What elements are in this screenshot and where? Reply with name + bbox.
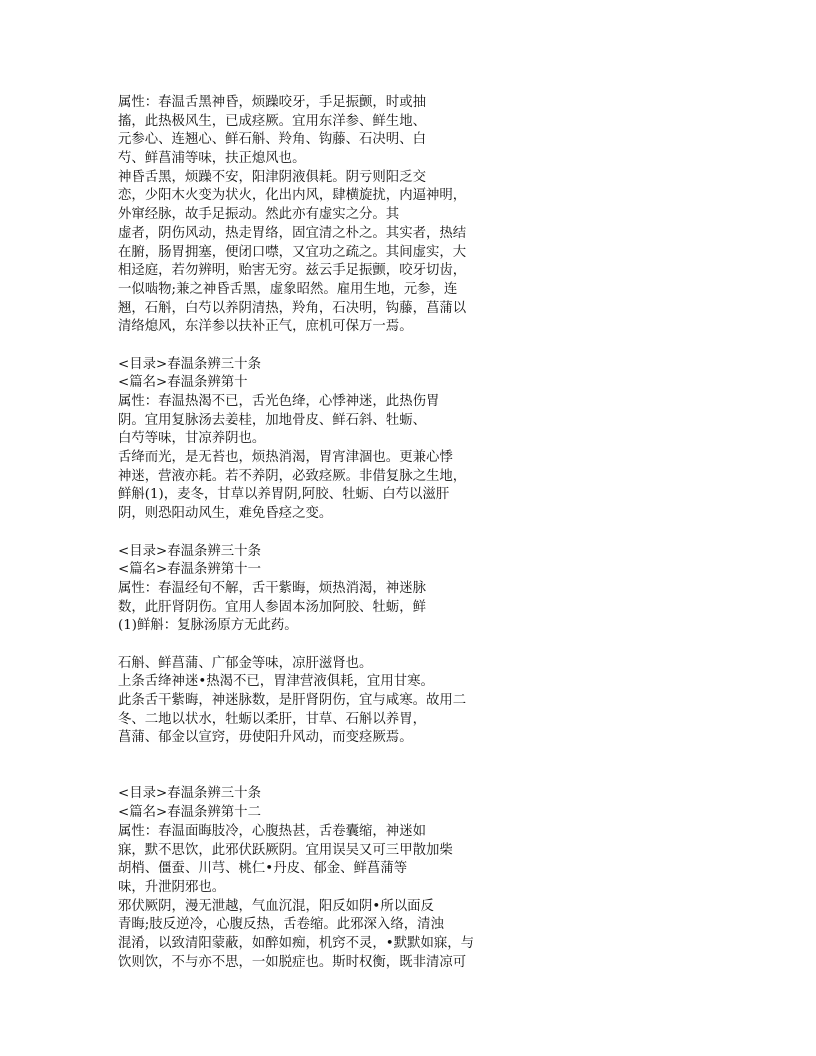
footnote: (1)鲜斛：复脉汤原方无此药。	[118, 618, 298, 634]
text-line: 邪伏厥阴，漫无泄越，气血沉混，阳反如阴•所以面反	[118, 898, 434, 914]
spacer	[118, 337, 498, 356]
text-line: 阴。宜用复脉汤去姜桂，加地骨皮、鲜石斜、牡蛎、	[118, 412, 426, 428]
text-line: 菖蒲、郁金以宣窍，毋使阳升风动，而变痉厥焉。	[118, 730, 413, 746]
text-line: 青晦;肢反逆冷，心腹反热，舌卷缩。此邪深入络，清浊	[118, 917, 444, 933]
text-line: 清络熄风，东洋参以扶补正气，庶机可保万一焉。	[118, 319, 413, 335]
text-line: 恋，少阳木火变为状火，化出内风，肆横旋扰，内逼神明，	[118, 188, 467, 204]
section-11	[118, 543, 498, 749]
text-line: 此条舌干紫晦，神迷脉数，是肝肾阴伤，宜与咸寒。故用二	[118, 693, 467, 708]
text-line: 相迳庭，若勿辨明，贻害无穷。兹云手足振颤，咬牙切齿，	[118, 263, 467, 279]
text-line: 搐，此热极风生，已成痉厥。宜用东洋参、鲜生地、	[118, 113, 426, 129]
text-line: 芍、鲜菖浦等味，扶正熄风也。	[118, 151, 306, 167]
catalog-heading: <目录>春温条辨三十条	[118, 543, 261, 559]
text-line: 寐，默不思饮，此邪伏跃厥阴。宜用误吴又可三甲散加柴	[118, 842, 453, 858]
text-line: 属性：春温舌黑神昏，烦躁咬牙，手足振颤，时或抽	[118, 95, 426, 110]
text-line: 翘，石斛，白芍以养阴清热，羚角，石决明，钩藤，菖蒲以	[118, 300, 467, 316]
text-line: 属性：春温经旬不解，舌干紫晦，烦热消渴，神迷脉	[118, 580, 426, 596]
section-title: <篇名>春温条辨第十二	[118, 805, 261, 821]
section-10	[118, 356, 498, 524]
text-line: 上条舌绛神迷•热渴不已，胃津营液俱耗，宜用甘寒。	[118, 674, 434, 690]
text-line: 阴，则恐阳动风生，难免昏痉之变。	[118, 506, 333, 522]
spacer	[118, 524, 498, 543]
text-line: 数，此肝肾阴伤。宜用人参固本汤加阿胶、牡蛎，鲜	[118, 599, 426, 615]
text-line: 属性：春温面晦肢冷，心腹热甚，舌卷囊缩，神迷如	[118, 823, 426, 839]
text-line: 胡梢、僵蚕、川芎、桃仁•丹皮、郁金、鲜菖蒲等	[118, 861, 408, 877]
document-page	[118, 94, 498, 972]
text-line: 舌绛而光，是无苔也，烦热消渴，胃宵津涸也。更兼心悸	[118, 450, 453, 466]
text-line: 在腑，肠胃拥塞，便闭口噤，又宜功之疏之。其间虚实，大	[118, 244, 467, 260]
text-line: 神昏舌黑，烦躁不安，阳津阴液俱耗。阴亏则阳乏交	[118, 169, 426, 185]
text-line: 味，升泄阴邪也。	[118, 879, 226, 895]
text-line: 属性：春温热渴不已，舌光色绛，心悸神迷，此热伤胃	[118, 394, 440, 409]
text-line: 外窜经脉，故手足振动。然此亦有虚实之分。其	[118, 207, 400, 223]
section-9-body	[118, 94, 498, 337]
text-line: 饮则饮，不与亦不思，一如脱症也。斯时权衡，既非清凉可	[118, 954, 467, 970]
section-title: <篇名>春温条辨第十一	[118, 562, 261, 578]
section-title: <篇名>春温条辨第十	[118, 375, 248, 391]
text-line: 冬、二地以状水，牡蛎以柔肝，甘草、石斛以养胃，	[118, 711, 426, 727]
text-line: 混淆，以致清阳蒙蔽，如醉如痴，机窍不灵，•默默如寐，与	[118, 935, 475, 951]
section-12	[118, 785, 498, 972]
spacer	[118, 748, 498, 785]
text-line: 神迷，营液亦耗。若不养阴，必致痉厥。非借复脉之生地，	[118, 468, 467, 484]
spacer	[118, 636, 498, 655]
text-line: 一似啮物;兼之神昏舌黑，虚象昭然。雇用生地，元参，连	[118, 281, 458, 297]
catalog-heading: <目录>春温条辨三十条	[118, 356, 261, 372]
text-line: 虚者，阴伤风动，热走胃络，固宜清之朴之。其实者，热结	[118, 225, 467, 241]
text-line: 鲜斛(1)，麦冬，甘草以养胃阴,阿胶、牡蛎、白芍以滋肝	[118, 487, 450, 503]
catalog-heading: <目录>春温条辨三十条	[118, 786, 261, 802]
text-line: 元参心、连翘心、鲜石斛、羚角、钩藤、石决明、白	[118, 132, 426, 148]
text-line: 白芍等味，甘凉养阴也。	[118, 431, 266, 447]
text-line: 石斛、鲜菖蒲、广郁金等味，凉肝滋肾也。	[118, 655, 373, 671]
